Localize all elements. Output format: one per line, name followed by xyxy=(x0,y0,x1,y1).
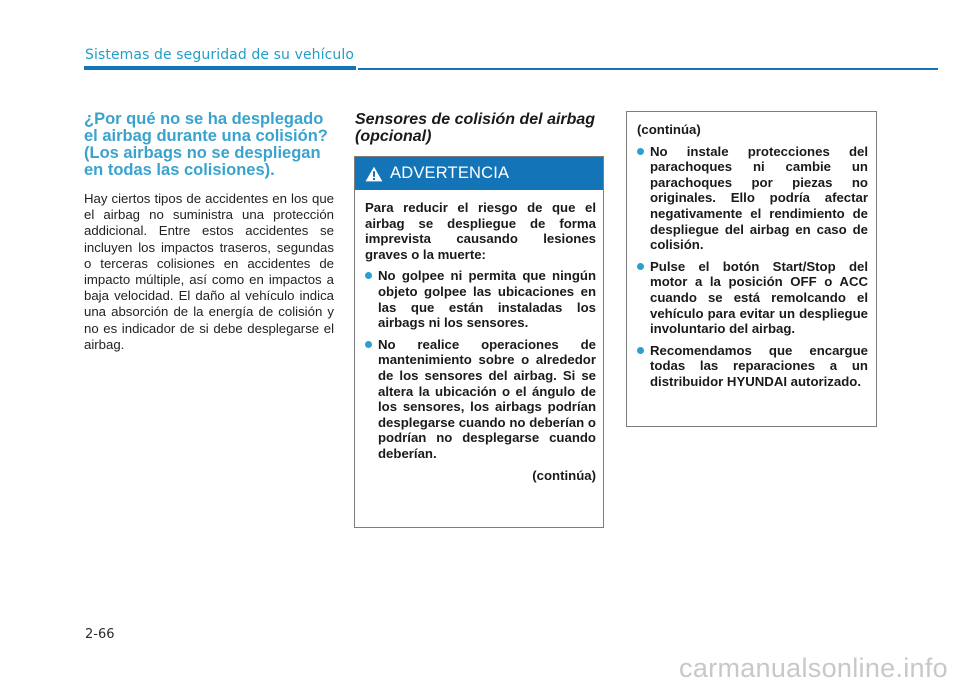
warning-title: ADVERTENCIA xyxy=(390,164,510,182)
warning-box xyxy=(354,156,604,528)
continued-label: (continúa) xyxy=(637,122,701,137)
section-heading-why-airbag: ¿Por qué no se ha desplegado el airbag durante una colisión? (Los airbags no se despliegan en todas las colisiones). xyxy=(84,110,328,179)
list-item-text: Recomendamos que encargue todas las reparaciones a un distribuidor HYUNDAI autorizado. xyxy=(650,342,868,389)
warning-header xyxy=(355,157,603,190)
airbag-deployment-section xyxy=(84,111,334,353)
warning-list xyxy=(365,268,596,461)
header-rule-thin xyxy=(358,68,938,70)
warning-continued-box xyxy=(626,111,877,427)
list-item xyxy=(637,144,868,253)
bullet-dot xyxy=(637,263,644,270)
list-item-text: No golpee ni permita que ningún objeto golpee las ubicaciones en las que están instaladas los airbags ni los sensores. xyxy=(378,268,596,331)
warning-triangle-icon xyxy=(365,166,383,182)
list-item xyxy=(637,343,868,390)
continued-content xyxy=(627,112,876,390)
bullet-dot xyxy=(637,347,644,354)
bullet-dot xyxy=(365,341,372,348)
section-header-title: Sistemas de seguridad de su vehículo xyxy=(85,47,355,63)
list-item-text: Pulse el botón Start/Stop del motor a la posición OFF o ACC cuando se está remolcando el vehículo para evitar un despliegue involuntario del airbag. xyxy=(650,258,868,337)
list-item xyxy=(365,268,596,330)
warning-intro: Para reducir el riesgo de que el airbag se despliegue de forma imprevista causando lesiones graves o la muerte: xyxy=(365,200,596,262)
list-item xyxy=(637,259,868,337)
continued-list xyxy=(637,144,868,390)
section-heading-crash-sensors: Sensores de colisión del airbag (opcional) xyxy=(355,111,596,145)
list-item-text: No instale protecciones del parachoques ni cambie un parachoques por piezas no originales. Ello podría afectar negativamente el rendimiento de despliegue del airbag en caso de colisión. xyxy=(650,143,868,253)
section-body-text: Hay ciertos tipos de accidentes en los que el airbag no suministra una protección addicional. Entre estos accidentes se incluyen los impactos traseros, segundas o terceras colisiones en accidentes de impacto múltiple, así como en impactos a baja velocidad. El daño al vehículo indica una absorción de la energía de colisión y no es indicador de si debe desplegarse el airbag. xyxy=(84,191,334,352)
list-item-text: No realice operaciones de mantenimiento sobre o alrededor de los sensores del airbag. Si se altera la ubicación o el ángulo de los sensores, los airbags podrían desplegarse cuando no deberían o podrían no desplegarse cuando deberían. xyxy=(378,336,596,461)
warning-content xyxy=(355,190,603,483)
watermark-text: carmanualsonline.info xyxy=(679,653,948,683)
bullet-dot xyxy=(637,148,644,155)
bullet-dot xyxy=(365,272,372,279)
header-rule-thick xyxy=(84,66,356,70)
list-item xyxy=(365,337,596,462)
continued-label: (continúa) xyxy=(532,467,596,483)
page-number: 2-66 xyxy=(85,627,115,642)
